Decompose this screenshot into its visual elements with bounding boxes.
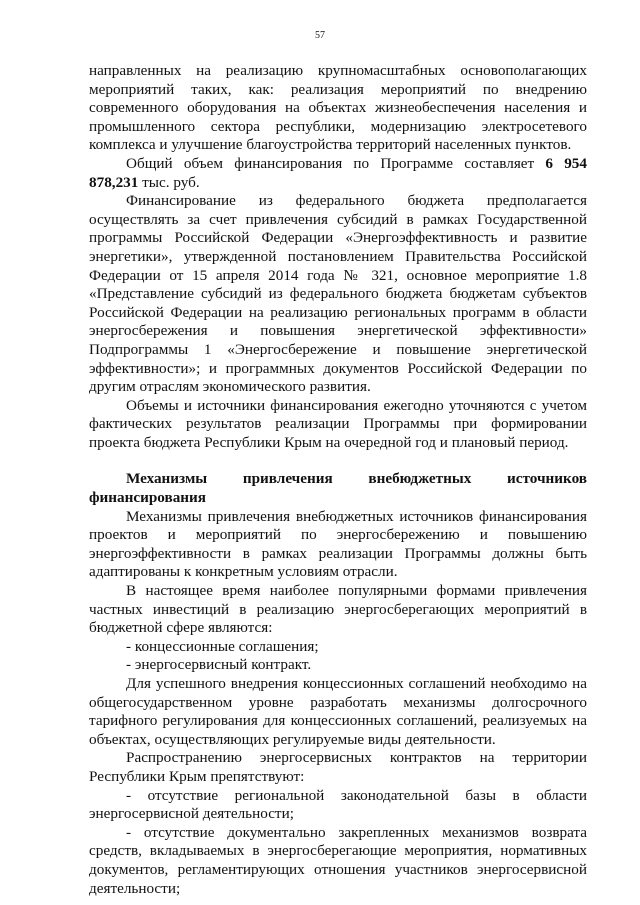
paragraph-federal-funding: Финансирование из федерального бюджета предполагается осуществлять за счет привлечения субсидий в рамках Государственной программы Российской Федерации «Энергоэффективность и развитие энергетики», утвержденной постановлением Правительства Российской Федерации от 15 апреля 2014 года № 321, основное мероприятие 1.8 «Представление субсидий из федерального бюджета бюджетам субъектов Российской Федерации на реализацию региональных программ в области энергосбережения и повышения энергетической эффективности» Подпрограммы 1 «Энергосбережение и повышение энергетической эффективности»; и программных документов Российской Федерации по другим отраслям экономического развития. xyxy=(89,192,587,396)
paragraph-obstacle-2: - отсутствие документально закрепленных механизмов возврата средств, вкладываемых в энергосберегающие мероприятия, нормативных документов, регламентирующих отношения участников энергосервисной деятельности; xyxy=(89,823,587,897)
section-heading-continuation: финансирования xyxy=(89,489,207,507)
paragraph-total-funding xyxy=(89,155,587,192)
paragraph-obstacle-1: - отсутствие региональной законодательной базы в области энергосервисной деятельности; xyxy=(89,786,587,823)
list-item: - концессионные соглашения; xyxy=(126,637,319,655)
paragraph-concessions: Для успешного внедрения концессионных соглашений необходимо на общегосударственном уровне разработать механизмы долгосрочного тарифного регулирования для концессионных соглашений, реализуемых на объектах, осуществляющих регулируемые виды деятельности. xyxy=(89,675,587,748)
page-content xyxy=(89,62,587,898)
funding-text: Общий объем финансирования по Программе составляет xyxy=(126,154,535,172)
section-heading: Механизмы привлечения внебюджетных источников xyxy=(126,470,587,488)
paragraph-forms: В настоящее время наиболее популярными формами привлечения частных инвестиций в реализацию энергосберегающих мероприятий в бюджетной сфере являются: xyxy=(89,582,587,637)
paragraph-funding-adjustment: Объемы и источники финансирования ежегодно уточняются с учетом фактических результатов реализации Программы при формировании проекта бюджета Республики Крым на очередной год и плановый период. xyxy=(89,396,587,451)
funding-unit: тыс. руб. xyxy=(138,173,200,191)
funding-amount: 6 954 878,231 xyxy=(89,154,587,191)
list-item: - энергосервисный контракт. xyxy=(126,656,312,674)
paragraph-obstacles: Распространению энергосервисных контрактов на территории Республики Крым препятствуют: xyxy=(89,749,587,785)
section-gap xyxy=(89,452,587,470)
page-number: 57 xyxy=(315,30,325,41)
paragraph-mechanisms: Механизмы привлечения внебюджетных источников финансирования проектов и мероприятий по энергосбережению и повышению энергоэффективности в рамках реализации Программы должны быть адаптированы к конкретным условиям отрасли. xyxy=(89,507,587,581)
paragraph-continuation: направленных на реализацию крупномасштабных основополагающих мероприятий таких, как: реализация мероприятий по внедрению современного оборудования на объектах жизнеобеспечения населения и промышленного сектора республики, модернизацию электросетевого комплекса и улучшение благоустройства территорий населенных пунктов. xyxy=(89,62,587,154)
